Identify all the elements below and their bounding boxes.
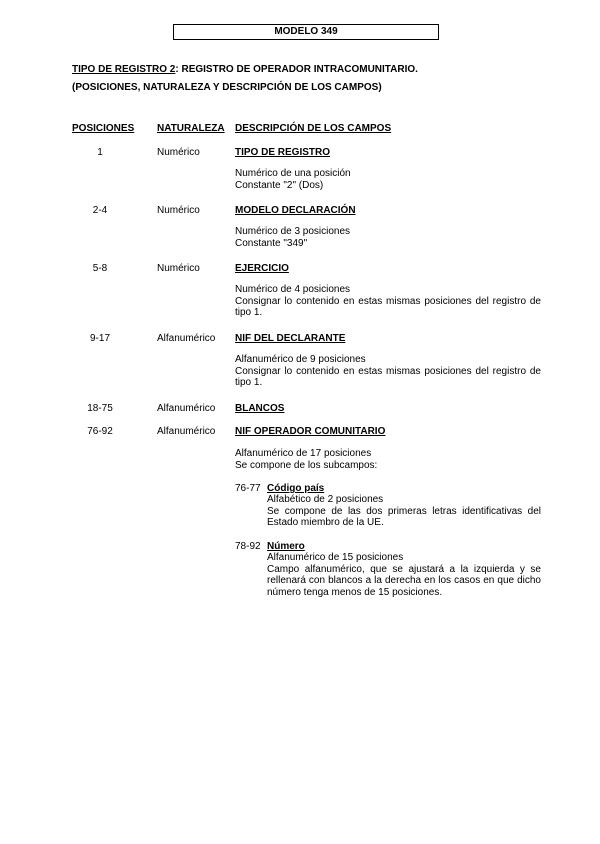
record-type-description: : REGISTRO DE OPERADOR INTRACOMUNITARIO.: [175, 64, 418, 75]
description-line: Se compone de los subcampos:: [235, 459, 378, 471]
row-description: [235, 448, 541, 471]
record-type-label: TIPO DE REGISTRO 2: [72, 64, 176, 75]
record-type-heading: [72, 63, 418, 76]
row-position: 5-8: [92, 263, 108, 274]
subfield-description: [267, 494, 541, 529]
description-line: Constante "349": [235, 237, 308, 249]
row-nature: Alfanumérico: [157, 403, 216, 414]
description-line: Alfanumérico de 9 posiciones: [235, 354, 366, 365]
column-header-descripcion: DESCRIPCIÓN DE LOS CAMPOS: [235, 123, 392, 134]
row-field-name: BLANCOS: [235, 403, 285, 414]
subfield-name: Número: [267, 541, 305, 552]
subfield-position: 76-77: [235, 483, 261, 494]
row-nature: Alfanumérico: [157, 426, 216, 437]
subfield-description: [267, 552, 541, 598]
row-description: [235, 354, 541, 389]
document-title: MODELO 349: [173, 24, 439, 40]
description-line: Se compone de las dos primeras letras identificativas del Estado miembro de la UE.: [267, 505, 541, 529]
row-field-name: NIF DEL DECLARANTE: [235, 333, 346, 344]
description-line: Numérico de 3 posiciones: [235, 226, 351, 237]
row-field-name: TIPO DE REGISTRO: [235, 147, 331, 158]
description-line: Alfabético de 2 posiciones: [267, 494, 384, 505]
description-line: Consignar lo contenido en estas mismas posiciones del registro de tipo 1.: [235, 365, 541, 389]
row-field-name: EJERCICIO: [235, 263, 289, 274]
row-description: [235, 168, 541, 191]
row-field-name: MODELO DECLARACIÓN: [235, 205, 356, 216]
row-position: 76-92: [87, 426, 113, 437]
row-field-name: NIF OPERADOR COMUNITARIO: [235, 426, 386, 437]
subfield-position: 78-92: [235, 541, 261, 552]
row-position: 9-17: [89, 333, 110, 344]
row-position: 18-75: [87, 403, 113, 414]
description-line: Constante "2" (Dos): [235, 179, 324, 191]
row-nature: Numérico: [157, 205, 200, 216]
description-line: Numérico de una posición: [235, 168, 351, 179]
record-subheading: (POSICIONES, NATURALEZA Y DESCRIPCIÓN DE LOS CAMPOS): [72, 82, 382, 93]
description-line: Alfanumérico de 15 posiciones: [267, 552, 404, 563]
description-line: Campo alfanumérico, que se ajustará a la izquierda y se rellenará con blancos a la derecha en los casos en que dicho número tenga menos de 15 posiciones.: [267, 563, 541, 598]
row-nature: Numérico: [157, 263, 200, 274]
column-header-posiciones: POSICIONES: [72, 123, 135, 134]
row-position: 1: [97, 147, 103, 158]
description-line: Numérico de 4 posiciones: [235, 284, 351, 295]
description-line: Consignar lo contenido en estas mismas posiciones del registro de tipo 1.: [235, 295, 541, 319]
row-position: 2-4: [92, 205, 108, 216]
row-description: [235, 226, 541, 249]
subfield-name: Código país: [267, 483, 325, 494]
column-header-naturaleza: NATURALEZA: [157, 123, 225, 134]
description-line: Alfanumérico de 17 posiciones: [235, 448, 372, 459]
row-nature: Numérico: [157, 147, 200, 158]
row-nature: Alfanumérico: [157, 333, 216, 344]
row-description: [235, 284, 541, 319]
